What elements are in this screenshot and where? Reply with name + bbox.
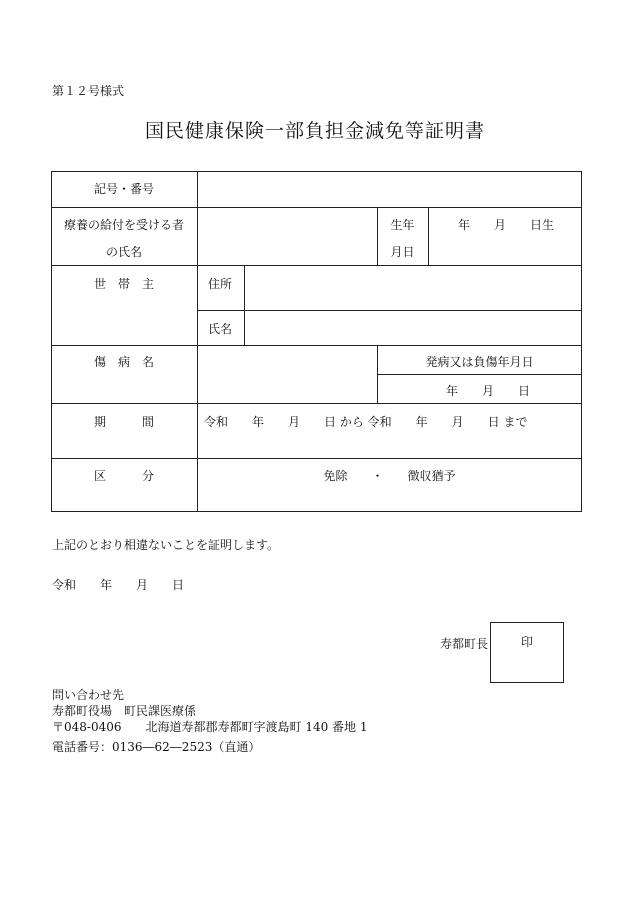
table-line bbox=[51, 345, 582, 346]
period-value: 令和 年 月 日 から 令和 年 月 日 まで bbox=[204, 415, 528, 429]
certify-text: 上記のとおり相違ないことを証明します。 bbox=[52, 538, 280, 552]
table-line bbox=[244, 265, 245, 345]
category-value: 免除 ・ 徴収猶予 bbox=[323, 469, 456, 483]
table-border-bottom bbox=[51, 511, 582, 512]
kigo-bango-label: 記号・番号 bbox=[93, 182, 154, 196]
table-line bbox=[377, 374, 582, 375]
contact-heading: 問い合わせ先 bbox=[52, 688, 125, 702]
table-line bbox=[428, 207, 429, 265]
mayor-label: 寿都町長 bbox=[440, 637, 489, 651]
name-label: 氏名 bbox=[208, 322, 233, 336]
table-line bbox=[51, 207, 582, 208]
seal-box bbox=[490, 622, 564, 683]
birth-label-line1: 生年 bbox=[390, 218, 415, 232]
birth-label-line2: 月日 bbox=[390, 245, 415, 259]
table-line bbox=[51, 265, 582, 266]
document-title: 国民健康保険一部負担金減免等証明書 bbox=[144, 120, 485, 142]
onset-label: 発病又は負傷年月日 bbox=[425, 355, 534, 369]
patient-label-line1: 療養の給付を受ける者 bbox=[63, 218, 184, 232]
disease-label: 傷 病 名 bbox=[93, 355, 154, 369]
period-label: 期 間 bbox=[93, 415, 154, 429]
certify-date: 令和 年 月 日 bbox=[52, 578, 185, 592]
address-label: 住所 bbox=[208, 277, 233, 291]
form-number: 第１２号様式 bbox=[52, 84, 125, 98]
table-line bbox=[51, 403, 582, 404]
table-line bbox=[51, 458, 582, 459]
contact-address: 〒048-0406 北海道寿都郡寿都町字渡島町 140 番地 1 bbox=[52, 720, 368, 734]
table-border-top bbox=[51, 171, 582, 172]
table-border-right bbox=[581, 171, 582, 512]
contact-phone: 電話番号：0136―62―2523（直通） bbox=[52, 740, 261, 754]
table-line bbox=[197, 171, 198, 511]
onset-date-value: 年 月 日 bbox=[446, 384, 531, 398]
seal-label: 印 bbox=[520, 635, 533, 649]
birth-date-value: 年 月 日生 bbox=[458, 218, 555, 232]
contact-office: 寿都町役場 町民課医療係 bbox=[52, 704, 197, 718]
table-line bbox=[197, 310, 582, 311]
householder-label: 世 帯 主 bbox=[93, 277, 154, 291]
patient-label-line2: の氏名 bbox=[105, 245, 142, 259]
category-label: 区 分 bbox=[93, 469, 154, 483]
